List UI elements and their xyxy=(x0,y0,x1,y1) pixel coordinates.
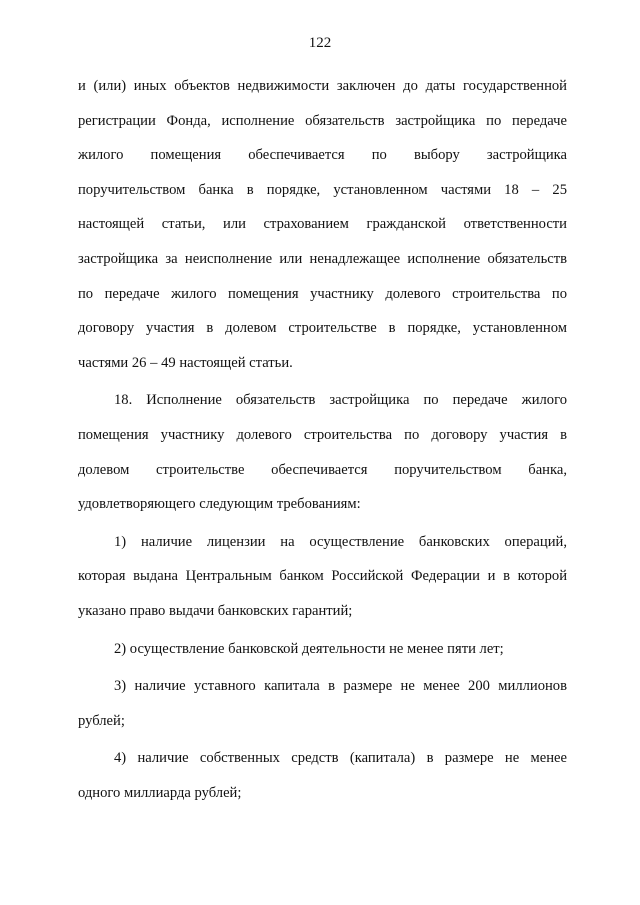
paragraph-subitem-2 xyxy=(78,632,567,667)
text-line: удовлетворяющего следующим требованиям: xyxy=(78,496,361,513)
paragraph-subitem-4 xyxy=(78,741,567,810)
text-line: одного миллиарда рублей; xyxy=(78,784,242,801)
text-line: 2) осуществление банковской деятельности не менее пяти лет; xyxy=(114,640,504,657)
text-line: настоящей статьи, или страхованием гражданской ответственности xyxy=(78,216,567,233)
paragraph-subitem-3 xyxy=(78,669,567,738)
text-line: которая выдана Центральным банком Российской Федерации и в которой xyxy=(78,568,567,585)
text-line: и (или) иных объектов недвижимости заключен до даты государственной xyxy=(78,78,567,94)
text-line: 4) наличие собственных средств (капитала) в размере не менее xyxy=(114,750,567,767)
text-line: 18. Исполнение обязательств застройщика по передаче жилого xyxy=(114,392,567,409)
paragraph-subitem-1 xyxy=(78,525,567,629)
text-line: застройщика за неисполнение или ненадлежащее исполнение обязательств xyxy=(78,250,567,267)
paragraph-item-18 xyxy=(78,383,567,521)
page-number: 122 xyxy=(308,35,332,51)
text-line: 3) наличие уставного капитала в размере не менее 200 миллионов xyxy=(114,678,567,695)
text-line: поручительством банка в порядке, установленном частями 18 – 25 xyxy=(78,181,567,198)
text-line: помещения участнику долевого строительства по договору участия в xyxy=(78,426,567,443)
text-line: указано право выдачи банковских гарантий; xyxy=(78,602,353,619)
text-line: 1) наличие лицензии на осуществление банковских операций, xyxy=(114,533,567,550)
text-line: долевом строительстве обеспечивается поручительством банка, xyxy=(78,461,567,478)
paragraph-continuation xyxy=(78,69,567,380)
text-line: регистрации Фонда, исполнение обязательств застройщика по передаче xyxy=(78,112,567,129)
text-line: договору участия в долевом строительстве в порядке, установленном xyxy=(78,320,567,337)
text-line: по передаче жилого помещения участнику долевого строительства по xyxy=(78,285,567,302)
document-body xyxy=(78,69,567,810)
text-line: рублей; xyxy=(78,712,125,729)
text-line: жилого помещения обеспечивается по выбору застройщика xyxy=(78,147,567,164)
text-line: частями 26 – 49 настоящей статьи. xyxy=(78,354,293,371)
